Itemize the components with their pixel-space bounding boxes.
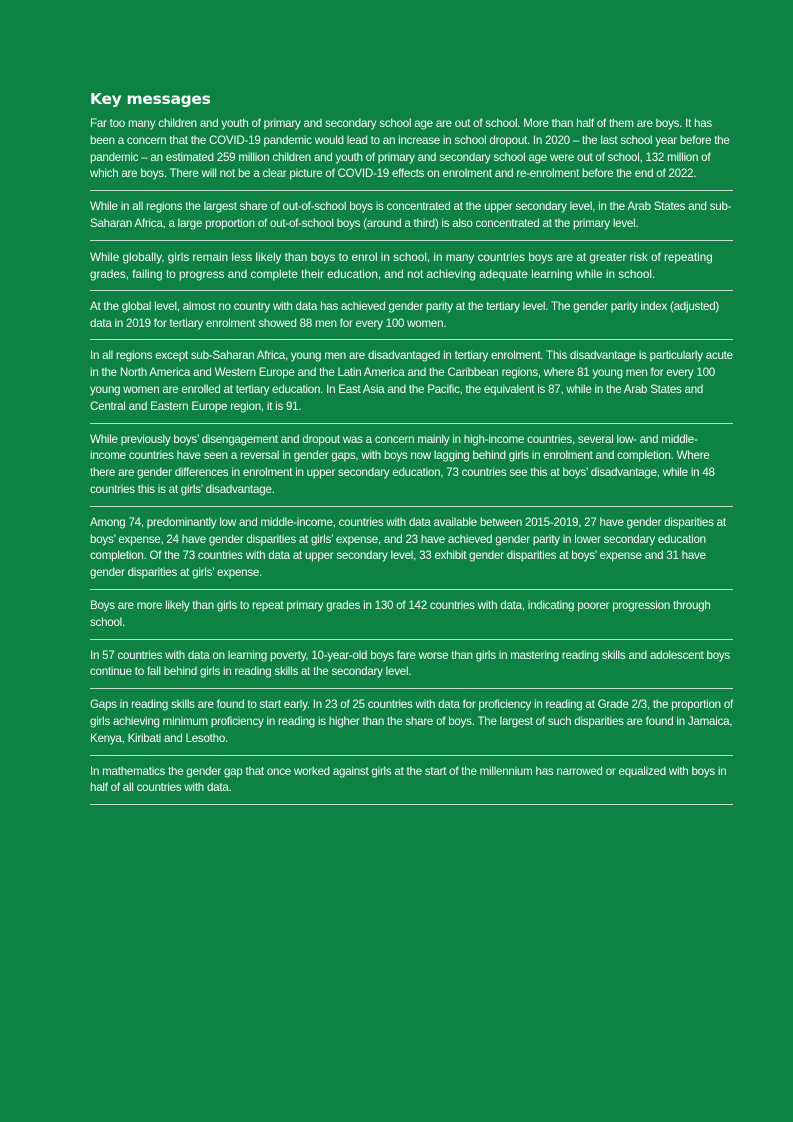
key-message: At the global level, almost no country with data has achieved gender parity at the tertiary level. The gender parity index (adjusted) data in 2019 for tertiary enrolment showed 88 men for every 100 women. <box>90 299 733 341</box>
key-message: Gaps in reading skills are found to start early. In 23 of 25 countries with data for proficiency in reading at Grade 2/3, the proportion of girls achieving minimum proficiency in reading is higher than the share of boys. The largest of such disparities are found in Jamaica, Kenya, Kiribati and Lesotho. <box>90 697 733 755</box>
key-message: While in all regions the largest share of out-of-school boys is concentrated at the upper secondary level, in the Arab States and sub-Saharan Africa, a large proportion of out-of-school boys (around a third) is also concentrated at the primary level. <box>90 199 733 241</box>
key-message: In mathematics the gender gap that once worked against girls at the start of the millennium has narrowed or equalized with boys in half of all countries with data. <box>90 764 733 806</box>
key-message: Among 74, predominantly low and middle-income, countries with data available between 2015-2019, 27 have gender disparities at boys’ expense, 24 have gender disparities at girls’ expense, and 23 have achieved gender parity in lower secondary education completion. Of the 73 countries with data at upper secondary level, 33 exhibit gender disparities at boys’ expense and 31 have gender disparities at girls’ expense. <box>90 515 733 590</box>
key-message: Boys are more likely than girls to repeat primary grades in 130 of 142 countries with data, indicating poorer progression through school. <box>90 598 733 640</box>
key-message: While previously boys’ disengagement and dropout was a concern mainly in high-income countries, several low- and middle-income countries have seen a reversal in gender gaps, with boys now lagging behind girls in enrolment and completion. Where there are gender differences in enrolment in upper secondary education, 73 countries see this at boys’ disadvantage, while in 48 countries this is at girls’ disadvantage. <box>90 432 733 507</box>
key-messages-section <box>90 90 733 813</box>
section-heading: Key messages <box>90 90 211 108</box>
key-message: Far too many children and youth of primary and secondary school age are out of school. More than half of them are boys. It has been a concern that the COVID-19 pandemic would lead to an increase in school dropout. In 2020 – the last school year before the pandemic – an estimated 259 million children and youth of primary and secondary school age were out of school, 132 million of which are boys. There will not be a clear picture of COVID-19 effects on enrolment and re-enrolment before the end of 2022. <box>90 116 733 191</box>
key-message: In all regions except sub-Saharan Africa, young men are disadvantaged in tertiary enrolment. This disadvantage is particularly acute in the North America and Western Europe and the Latin America and the Caribbean regions, where 81 young men for every 100 young women are enrolled at tertiary education. In East Asia and the Pacific, the equivalent is 87, while in the Arab States and Central and Eastern Europe region, it is 91. <box>90 348 733 423</box>
key-message: In 57 countries with data on learning poverty, 10-year-old boys fare worse than girls in mastering reading skills and adolescent boys continue to fall behind girls in reading skills at the secondary level. <box>90 648 733 690</box>
key-message: While globally, girls remain less likely than boys to enrol in school, in many countries boys are at greater risk of repeating grades, failing to progress and complete their education, and not achieving adequate learning while in school. <box>90 249 733 291</box>
